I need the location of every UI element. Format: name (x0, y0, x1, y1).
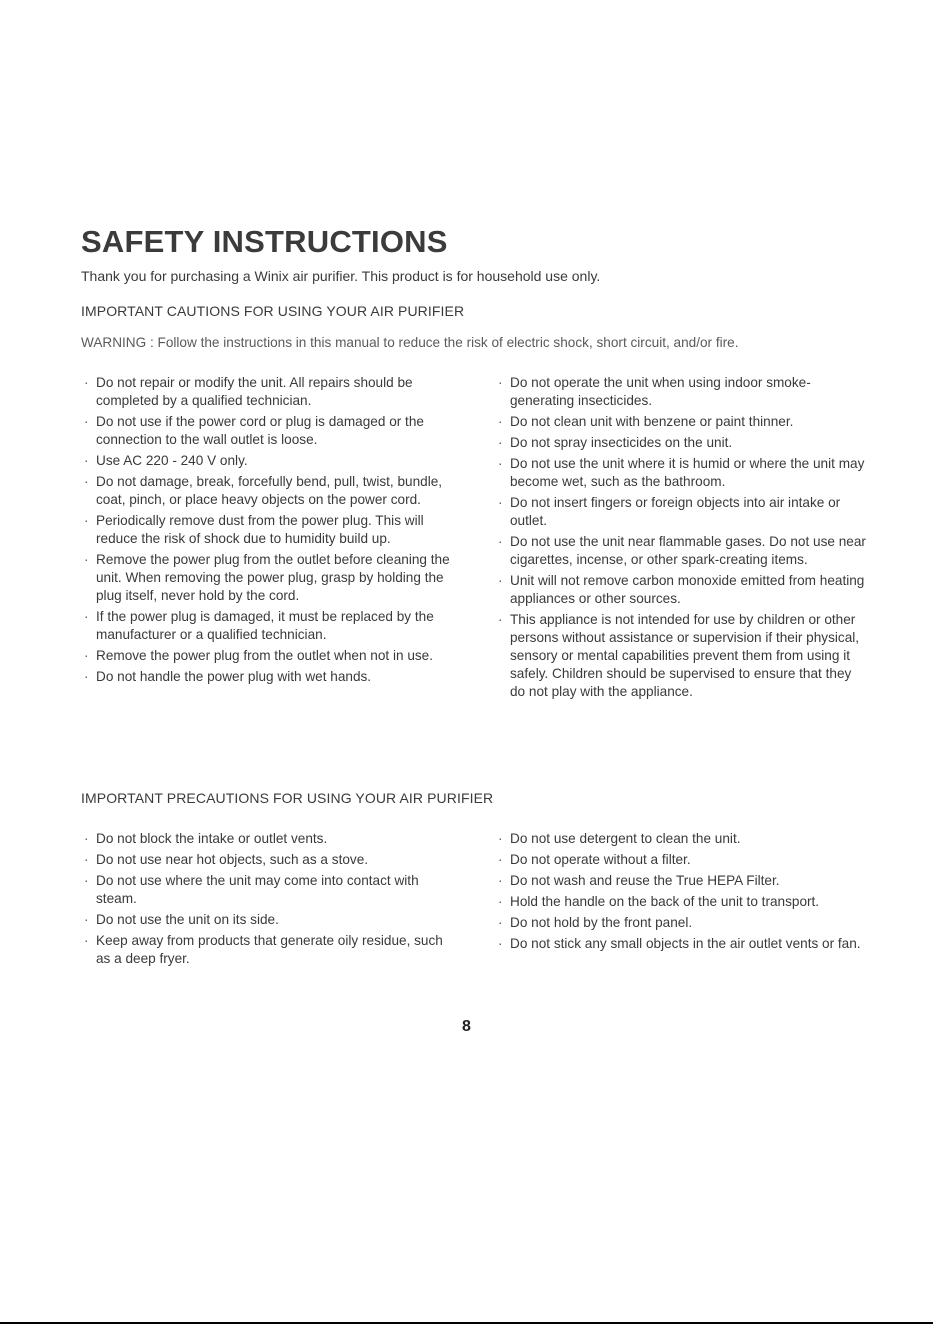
bullet-icon: · (498, 414, 503, 429)
list-item (81, 512, 456, 548)
bullet-icon: · (84, 474, 89, 489)
bullet-icon: · (498, 894, 503, 909)
bullet-icon: · (84, 852, 89, 867)
list-item-text: Do not use where the unit may come into contact with steam. (96, 873, 419, 906)
bullet-icon: · (84, 912, 89, 927)
bullet-icon: · (84, 831, 89, 846)
bullet-icon: · (498, 435, 503, 450)
list-item (81, 830, 456, 848)
list-item-text: Do not spray insecticides on the unit. (510, 435, 733, 450)
list-item-text: Keep away from products that generate oily residue, such as a deep fryer. (96, 933, 443, 966)
bullet-icon: · (498, 456, 503, 471)
list-item (81, 911, 456, 929)
bullet-icon: · (498, 375, 503, 390)
intro-text: Thank you for purchasing a Winix air purifier. This product is for household use only. (81, 268, 601, 284)
list-item-text: Do not block the intake or outlet vents. (96, 831, 328, 846)
bullet-icon: · (84, 552, 89, 567)
bullet-icon: · (498, 915, 503, 930)
precautions-right-list (495, 830, 867, 956)
list-item-text: Do not handle the power plug with wet hands. (96, 669, 372, 684)
list-item (81, 932, 456, 968)
bullet-icon: · (498, 612, 503, 627)
bullet-icon: · (84, 453, 89, 468)
cautions-heading: IMPORTANT CAUTIONS FOR USING YOUR AIR PURIFIER (81, 303, 465, 319)
list-item-text: Do not hold by the front panel. (510, 915, 693, 930)
bullet-icon: · (498, 831, 503, 846)
cautions-right-list (495, 374, 867, 704)
list-item (495, 935, 867, 953)
list-item (495, 374, 867, 410)
list-item-text: Do not wash and reuse the True HEPA Filter. (510, 873, 780, 888)
list-item (495, 413, 867, 431)
list-item (495, 611, 867, 701)
cautions-left-list (81, 374, 456, 689)
list-item (81, 473, 456, 509)
list-item-text: If the power plug is damaged, it must be replaced by the manufacturer or a qualified technician. (96, 609, 434, 642)
list-item-text: Remove the power plug from the outlet before cleaning the unit. When removing the power plug, grasp by holding the plug itself, never hold by the cord. (96, 552, 450, 603)
bullet-icon: · (498, 936, 503, 951)
bullet-icon: · (84, 609, 89, 624)
list-item-text: Do not insert fingers or foreign objects into air intake or outlet. (510, 495, 841, 528)
list-item-text: This appliance is not intended for use by children or other persons without assistance or supervision if their physical, sensory or mental capabilities prevent them from using it safely. Children should be supervised to ensure that they do not play with the appliance. (510, 612, 860, 699)
list-item-text: Do not stick any small objects in the air outlet vents or fan. (510, 936, 861, 951)
warning-text: WARNING : Follow the instructions in this manual to reduce the risk of electric shock, short circuit, and/or fire. (81, 335, 739, 350)
bullet-icon: · (498, 573, 503, 588)
list-item (81, 551, 456, 605)
bullet-icon: · (84, 873, 89, 888)
list-item-text: Do not operate without a filter. (510, 852, 691, 867)
list-item-text: Use AC 220 - 240 V only. (96, 453, 248, 468)
list-item (81, 374, 456, 410)
list-item (495, 494, 867, 530)
list-item-text: Remove the power plug from the outlet when not in use. (96, 648, 434, 663)
list-item (81, 872, 456, 908)
bullet-icon: · (498, 873, 503, 888)
list-item (495, 533, 867, 569)
precautions-heading: IMPORTANT PRECAUTIONS FOR USING YOUR AIR PURIFIER (81, 790, 494, 806)
bullet-icon: · (84, 669, 89, 684)
list-item-text: Do not operate the unit when using indoor smoke-generating insecticides. (510, 375, 811, 408)
page-title: SAFETY INSTRUCTIONS (81, 224, 448, 259)
list-item (81, 608, 456, 644)
list-item-text: Do not use detergent to clean the unit. (510, 831, 741, 846)
list-item (495, 434, 867, 452)
list-item-text: Do not use the unit on its side. (96, 912, 279, 927)
precautions-left-list (81, 830, 456, 971)
list-item (495, 914, 867, 932)
list-item-text: Hold the handle on the back of the unit to transport. (510, 894, 820, 909)
bullet-icon: · (84, 513, 89, 528)
bullet-icon: · (84, 414, 89, 429)
list-item (81, 452, 456, 470)
list-item (81, 851, 456, 869)
list-item-text: Do not repair or modify the unit. All repairs should be completed by a qualified technician. (96, 375, 413, 408)
bullet-icon: · (498, 495, 503, 510)
list-item-text: Periodically remove dust from the power plug. This will reduce the risk of shock due to humidity build up. (96, 513, 424, 546)
list-item (495, 893, 867, 911)
list-item-text: Do not use the unit near flammable gases. Do not use near cigarettes, incense, or other spark-creating items. (510, 534, 866, 567)
bullet-icon: · (84, 375, 89, 390)
bullet-icon: · (498, 534, 503, 549)
bullet-icon: · (84, 648, 89, 663)
list-item (495, 872, 867, 890)
list-item-text: Do not use if the power cord or plug is damaged or the connection to the wall outlet is loose. (96, 414, 424, 447)
list-item (81, 647, 456, 665)
list-item-text: Do not use near hot objects, such as a stove. (96, 852, 369, 867)
list-item (495, 572, 867, 608)
bullet-icon: · (498, 852, 503, 867)
list-item (81, 668, 456, 686)
list-item-text: Do not use the unit where it is humid or where the unit may become wet, such as the bathroom. (510, 456, 865, 489)
bullet-icon: · (84, 933, 89, 948)
page-number: 8 (462, 1018, 471, 1035)
list-item-text: Do not clean unit with benzene or paint thinner. (510, 414, 794, 429)
list-item (495, 830, 867, 848)
list-item-text: Unit will not remove carbon monoxide emitted from heating appliances or other sources. (510, 573, 865, 606)
list-item-text: Do not damage, break, forcefully bend, pull, twist, bundle, coat, pinch, or place heavy objects on the power cord. (96, 474, 443, 507)
list-item (495, 851, 867, 869)
list-item (495, 455, 867, 491)
list-item (81, 413, 456, 449)
